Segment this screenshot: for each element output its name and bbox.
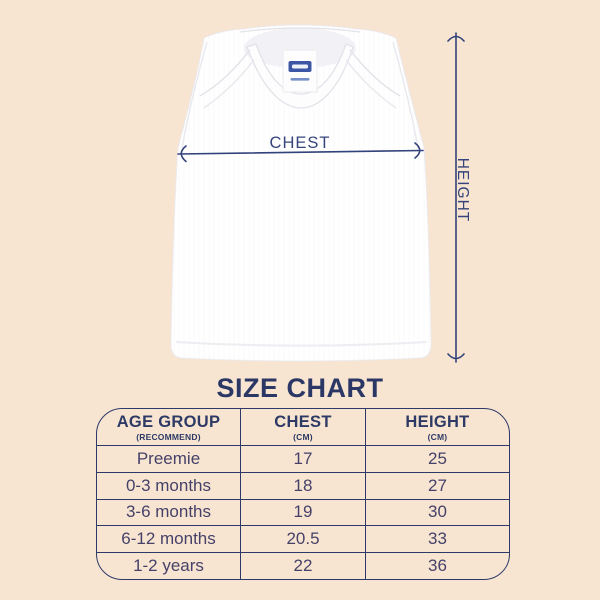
table-header-age-group	[97, 409, 240, 445]
cell-chest: 19	[240, 499, 365, 526]
header-sublabel: (RECOMMEND)	[136, 431, 201, 442]
header-label: CHEST	[274, 413, 332, 432]
cell-height: 33	[365, 525, 509, 552]
header-label: AGE GROUP	[116, 413, 221, 432]
cell-chest: 22	[240, 552, 365, 579]
cell-age: 6-12 months	[97, 525, 240, 552]
header-sublabel: (CM)	[427, 431, 448, 442]
height-label: HEIGHT	[454, 157, 471, 223]
brand-tag	[283, 50, 317, 92]
cell-height: 30	[365, 499, 509, 526]
cell-age: 3-6 months	[97, 499, 240, 526]
cell-age: 1-2 years	[97, 552, 240, 579]
size-chart-title: SIZE CHART	[216, 373, 384, 403]
cell-chest: 17	[240, 445, 365, 472]
cell-age: Preemie	[97, 445, 240, 472]
chest-label: CHEST	[269, 134, 331, 152]
tank-top-image	[171, 25, 431, 361]
header-label: HEIGHT	[405, 413, 470, 432]
size-chart-table	[96, 408, 510, 580]
cell-chest: 18	[240, 472, 365, 499]
table-header-height	[365, 409, 509, 445]
header-sublabel: (CM)	[293, 431, 313, 442]
cell-height: 25	[365, 445, 509, 472]
cell-height: 27	[365, 472, 509, 499]
cell-height: 36	[365, 552, 509, 579]
cell-age: 0-3 months	[97, 472, 240, 499]
cell-chest: 20.5	[240, 525, 365, 552]
table-header-chest	[240, 409, 365, 445]
